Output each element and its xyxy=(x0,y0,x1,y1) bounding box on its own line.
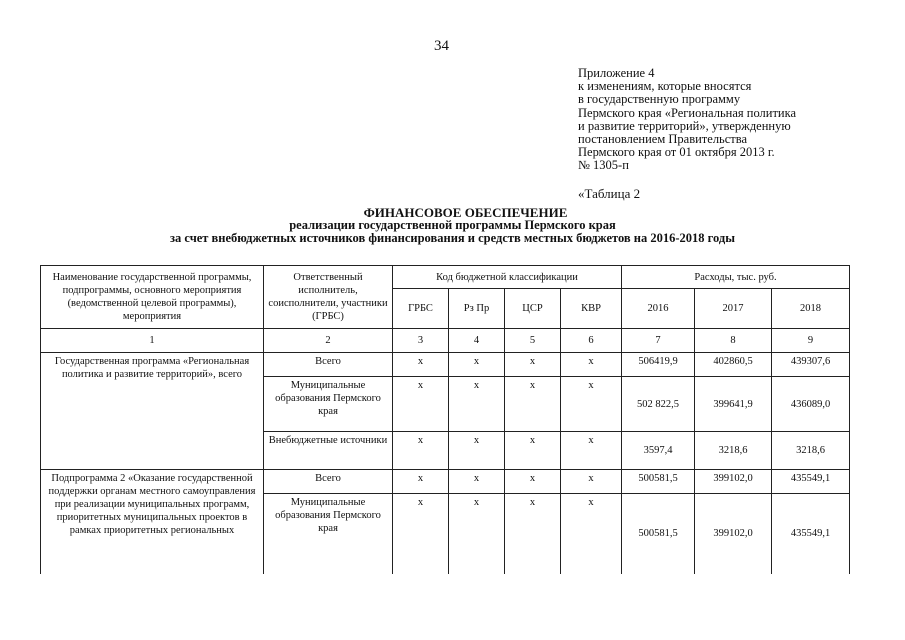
document-title xyxy=(0,206,905,245)
value-2017: 399102,0 xyxy=(695,470,772,494)
appendix-line: Приложение 4 xyxy=(578,66,655,80)
column-number: 9 xyxy=(772,329,850,353)
appendix-line: постановлением Правительства xyxy=(578,132,748,147)
column-number: 7 xyxy=(622,329,695,353)
table-row xyxy=(41,353,850,377)
title-subtitle: за счет внебюджетных источников финансирования и средств местных бюджетов на 2016-2018 годы xyxy=(170,231,735,245)
header-year-2018: 2018 xyxy=(772,289,850,329)
column-number: 4 xyxy=(449,329,505,353)
header-csr: ЦСР xyxy=(505,289,561,329)
code-cell: х xyxy=(393,470,449,494)
code-cell: х xyxy=(561,494,622,574)
header-year-2017: 2017 xyxy=(695,289,772,329)
code-cell: х xyxy=(505,377,561,432)
code-cell: х xyxy=(449,470,505,494)
column-number: 5 xyxy=(505,329,561,353)
executor-cell: Всего xyxy=(264,470,393,494)
code-cell: х xyxy=(449,494,505,574)
executor-cell: Муниципальные образования Пермского края xyxy=(264,494,393,574)
program-name: Государственная программа «Региональная политика и развитие территорий», всего xyxy=(41,353,264,470)
code-cell: х xyxy=(561,377,622,432)
appendix-line: к изменениям, которые вносятся xyxy=(578,79,752,94)
header-expenses: Расходы, тыс. руб. xyxy=(622,266,850,289)
code-cell: х xyxy=(449,377,505,432)
page-number: 34 xyxy=(434,38,449,54)
table-reference: «Таблица 2 xyxy=(578,186,641,201)
code-cell: х xyxy=(449,353,505,377)
header-rzpr: Рз Пр xyxy=(449,289,505,329)
value-2016: 3597,4 xyxy=(622,432,695,470)
table-row xyxy=(41,470,850,494)
value-2017: 402860,5 xyxy=(695,353,772,377)
header-year-2016: 2016 xyxy=(622,289,695,329)
value-2016: 506419,9 xyxy=(622,353,695,377)
executor-cell: Муниципальные образования Пермского края xyxy=(264,377,393,432)
value-2018: 439307,6 xyxy=(772,353,850,377)
code-cell: х xyxy=(505,353,561,377)
financing-table xyxy=(40,265,850,574)
column-number: 2 xyxy=(264,329,393,353)
appendix-line: Пермского края «Региональная политика xyxy=(578,105,797,120)
code-cell: х xyxy=(561,470,622,494)
code-cell: х xyxy=(561,353,622,377)
value-2016: 502 822,5 xyxy=(622,377,695,432)
header-grbs: ГРБС xyxy=(393,289,449,329)
header-executor: Ответственный исполнитель, соисполнители, участники (ГРБС) xyxy=(264,266,393,329)
title-subtitle: реализации государственной программы Пермского края xyxy=(289,218,616,232)
header-budget-code: Код бюджетной классификации xyxy=(393,266,622,289)
value-2018: 436089,0 xyxy=(772,377,850,432)
value-2016: 500581,5 xyxy=(622,494,695,574)
value-2016: 500581,5 xyxy=(622,470,695,494)
header-name: Наименование государственной программы, подпрограммы, основного мероприятия (ведомственной целевой программы), мероприятия xyxy=(41,266,264,329)
header-kvr: КВР xyxy=(561,289,622,329)
column-number: 6 xyxy=(561,329,622,353)
appendix-line: № 1305-п xyxy=(578,158,629,173)
code-cell: х xyxy=(393,353,449,377)
executor-cell: Внебюджетные источники xyxy=(264,432,393,470)
value-2018: 3218,6 xyxy=(772,432,850,470)
column-number: 3 xyxy=(393,329,449,353)
code-cell: х xyxy=(505,470,561,494)
title-main: ФИНАНСОВОЕ ОБЕСПЕЧЕНИЕ xyxy=(363,205,568,220)
code-cell: х xyxy=(505,432,561,470)
subprogram-name: Подпрограмма 2 «Оказание государственной поддержки органам местного самоуправления при реализации муниципальных программ, приоритетных муниципальных проектов в рамках приоритетных региональных xyxy=(41,470,264,574)
header-row xyxy=(41,266,850,289)
code-cell: х xyxy=(561,432,622,470)
column-number: 8 xyxy=(695,329,772,353)
value-2017: 399641,9 xyxy=(695,377,772,432)
appendix-line: в государственную программу xyxy=(578,92,741,107)
value-2018: 435549,1 xyxy=(772,494,850,574)
code-cell: х xyxy=(393,432,449,470)
code-cell: х xyxy=(449,432,505,470)
value-2017: 3218,6 xyxy=(695,432,772,470)
value-2018: 435549,1 xyxy=(772,470,850,494)
executor-cell: Всего xyxy=(264,353,393,377)
code-cell: х xyxy=(393,494,449,574)
appendix-note xyxy=(578,67,796,173)
code-cell: х xyxy=(505,494,561,574)
code-cell: х xyxy=(393,377,449,432)
appendix-line: Пермского края от 01 октября 2013 г. xyxy=(578,145,775,160)
value-2017: 399102,0 xyxy=(695,494,772,574)
appendix-line: и развитие территорий», утвержденную xyxy=(578,118,791,133)
column-number: 1 xyxy=(41,329,264,353)
column-number-row xyxy=(41,329,850,353)
